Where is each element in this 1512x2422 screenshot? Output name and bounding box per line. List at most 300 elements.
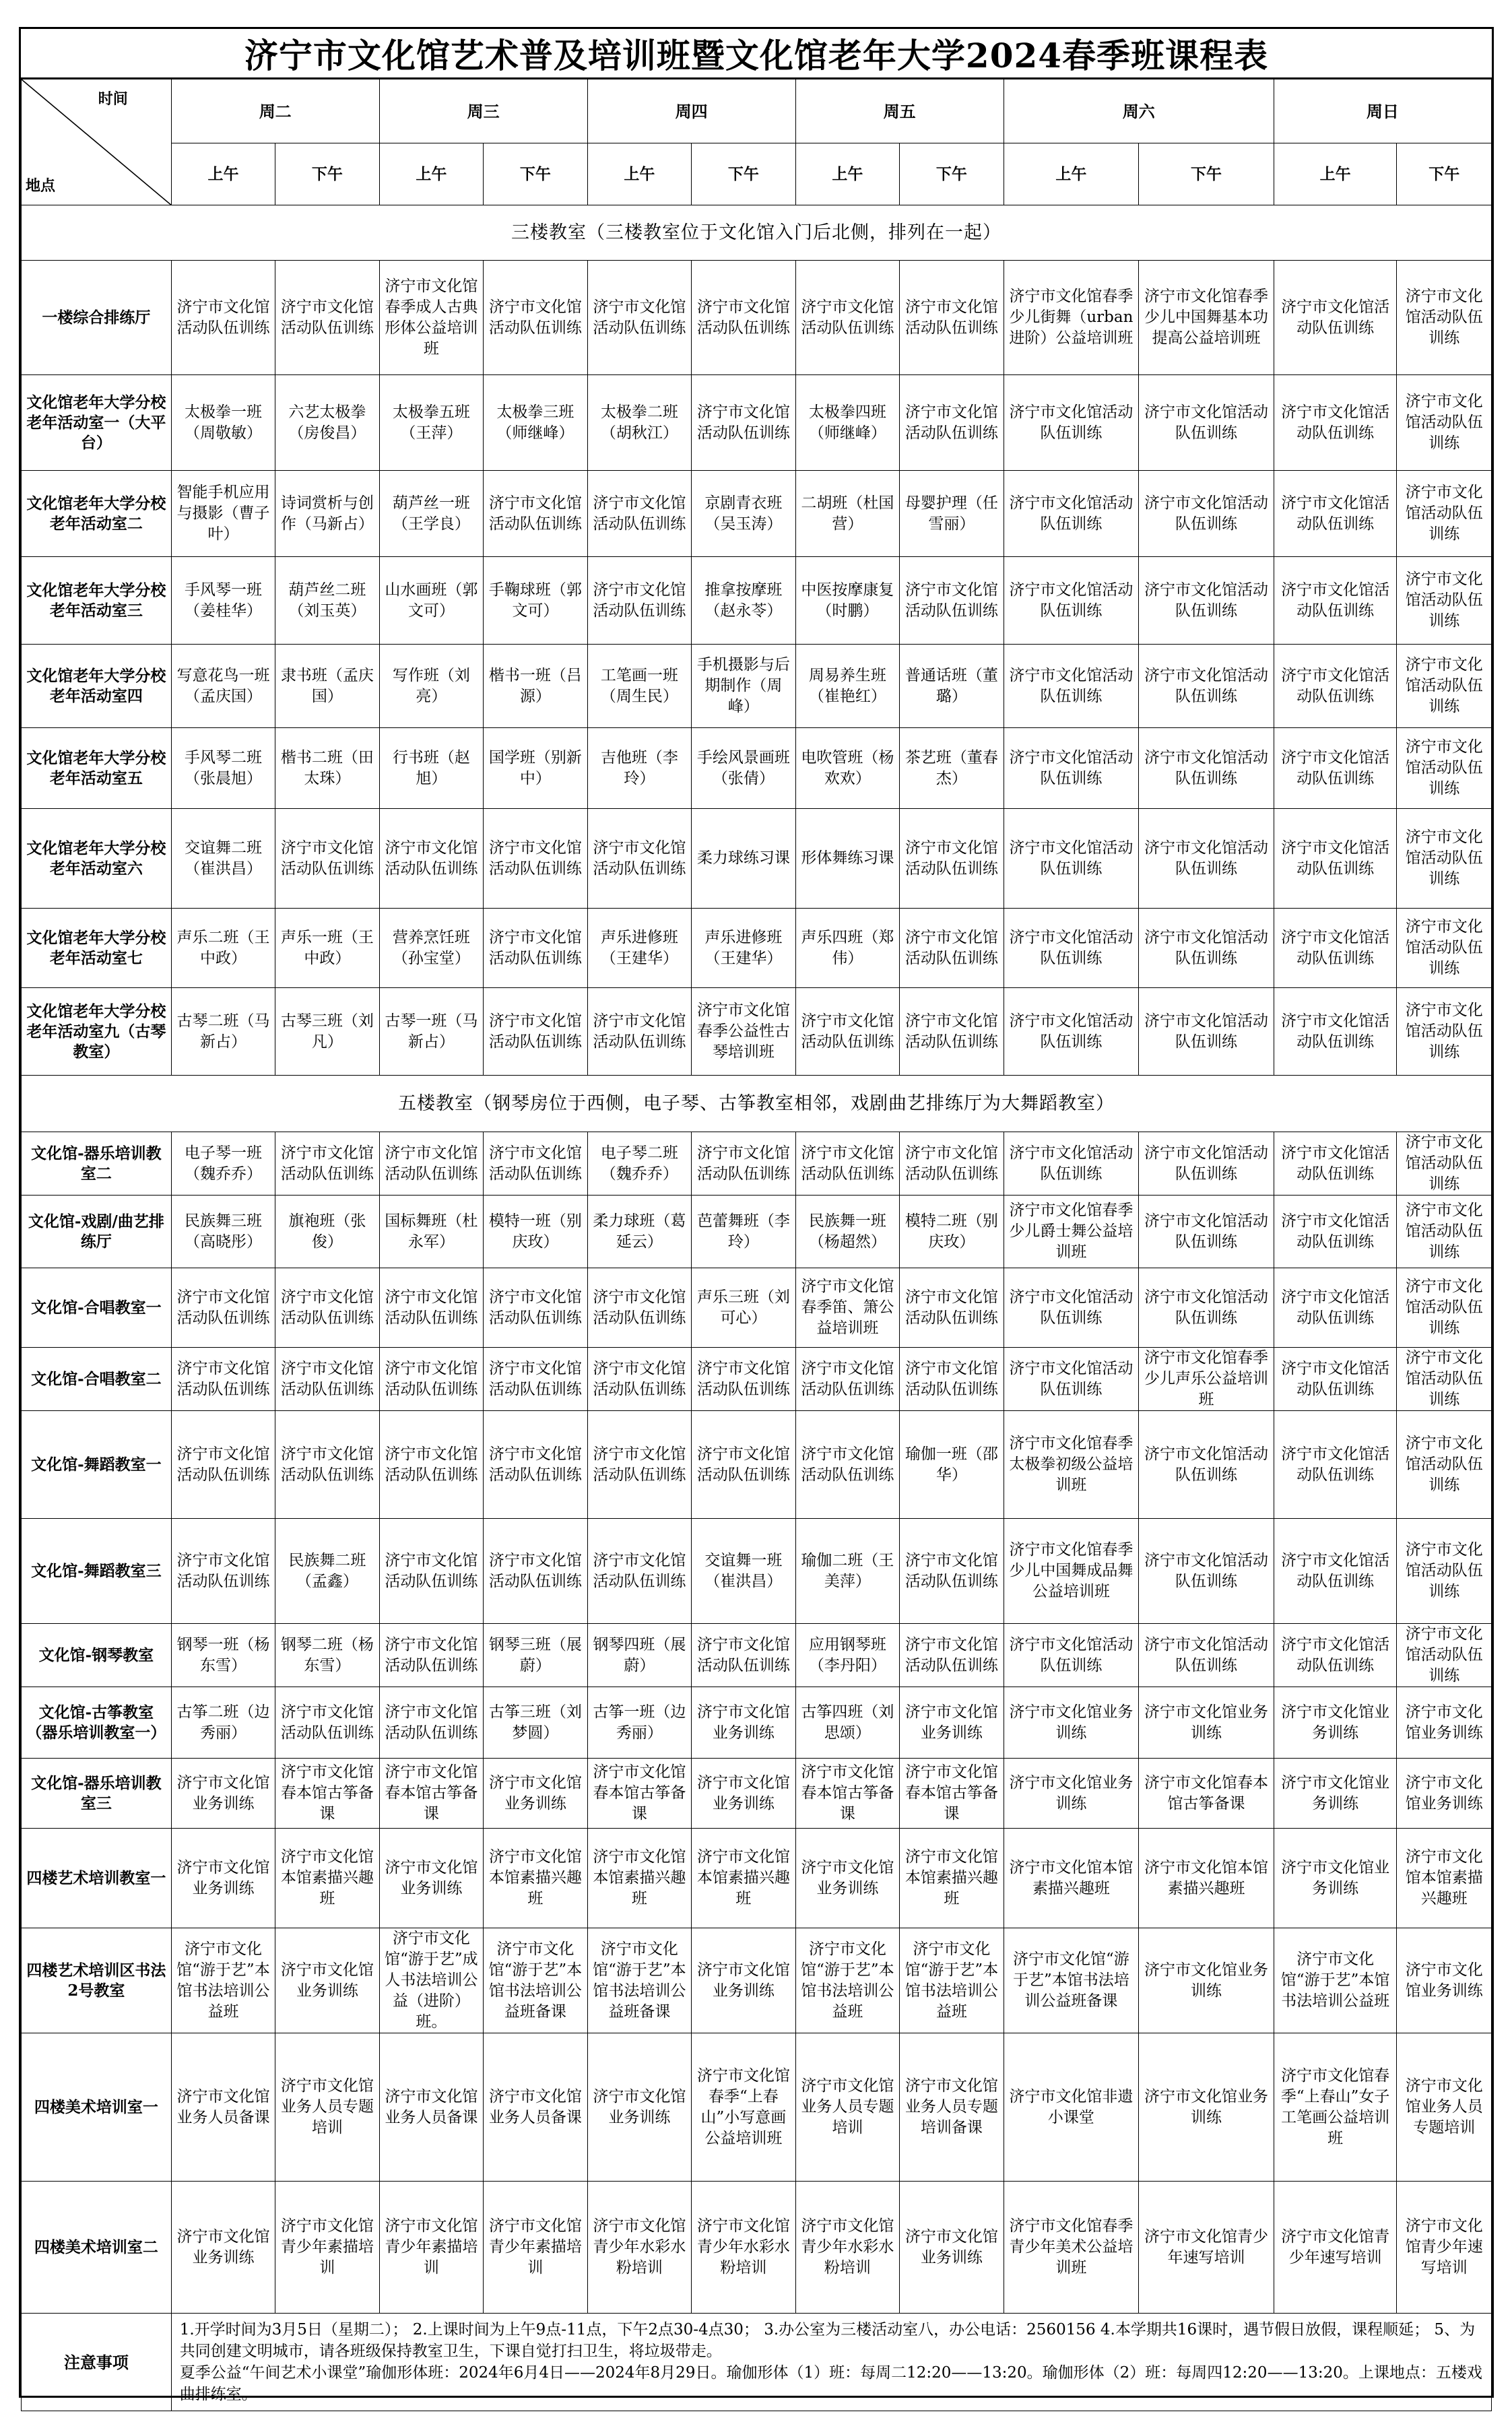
class-cell: 济宁市文化馆活动队伍训练 [900,1348,1004,1411]
notes-row [22,2314,1492,2411]
class-cell: 写作班（刘亮） [379,645,483,728]
class-cell: 济宁市文化馆活动队伍训练 [1004,471,1139,557]
class-cell: 二胡班（杜国营） [795,471,899,557]
table-row [22,1132,1492,1196]
class-cell: 济宁市文化馆业务人员专题培训 [795,2033,899,2182]
class-cell: 济宁市文化馆春本馆古筝备课 [587,1759,691,1829]
class-cell: 济宁市文化馆活动队伍训练 [1397,1196,1492,1268]
class-cell: 太极拳三班（师继峰） [484,375,587,471]
room-name: 文化馆-舞蹈教室一 [22,1411,172,1519]
class-cell: 声乐三班（刘可心） [692,1268,795,1348]
class-cell: 济宁市文化馆本馆素描兴趣班 [900,1829,1004,1928]
class-cell: 济宁市文化馆活动队伍训练 [900,988,1004,1076]
room-name: 文化馆老年大学分校老年活动室七 [22,909,172,988]
class-cell: 济宁市文化馆活动队伍训练 [484,1411,587,1519]
class-cell: 济宁市文化馆活动队伍训练 [587,1268,691,1348]
pm-header: 下午 [692,143,795,205]
room-name: 四楼艺术培训教室一 [22,1829,172,1928]
room-name: 文化馆-戏剧/曲艺排练厅 [22,1196,172,1268]
fifth-floor-rooms [22,1076,1492,2314]
class-cell: 吉他班（李玲） [587,728,691,809]
room-name: 一楼综合排练厅 [22,261,172,375]
corner-time-label: 时间 [98,90,128,108]
class-cell: 济宁市文化馆活动队伍训练 [379,1132,483,1196]
class-cell: 济宁市文化馆活动队伍训练 [795,261,899,375]
am-header: 上午 [1004,143,1139,205]
class-cell: 济宁市文化馆业务人员备课 [171,2033,275,2182]
class-cell: 济宁市文化馆活动队伍训练 [275,1268,379,1348]
class-cell: 济宁市文化馆活动队伍训练 [1397,645,1492,728]
table-row [22,988,1492,1076]
class-cell: 诗词赏析与创作（马新占） [275,471,379,557]
class-cell: 济宁市文化馆活动队伍训练 [1274,261,1397,375]
room-name: 文化馆老年大学分校老年活动室九（古琴教室） [22,988,172,1076]
class-cell: 济宁市文化馆活动队伍训练 [1139,809,1274,909]
class-cell: 古琴三班（刘凡） [275,988,379,1076]
class-cell: 柔力球练习课 [692,809,795,909]
class-cell: 太极拳四班（师继峰） [795,375,899,471]
class-cell: 手机摄影与后期制作（周峰） [692,645,795,728]
class-cell: 茶艺班（董春杰） [900,728,1004,809]
class-cell: 济宁市文化馆春本馆古筝备课 [379,1759,483,1829]
room-name: 文化馆-器乐培训教室二 [22,1132,172,1196]
class-cell: 济宁市文化馆“游于艺”本馆书法培训公益班备课 [587,1928,691,2033]
class-cell: 济宁市文化馆活动队伍训练 [900,375,1004,471]
table-row [22,1687,1492,1759]
class-cell: 济宁市文化馆活动队伍训练 [1397,728,1492,809]
class-cell: 济宁市文化馆“游于艺”本馆书法培训公益班 [171,1928,275,2033]
class-cell: 济宁市文化馆业务训练 [900,1687,1004,1759]
class-cell: 济宁市文化馆业务训练 [171,1829,275,1928]
class-cell: 济宁市文化馆业务训练 [692,1687,795,1759]
class-cell: 济宁市文化馆春季“上春山”女子工笔画公益培训班 [1274,2033,1397,2182]
class-cell: 太极拳一班（周敬敏） [171,375,275,471]
am-header: 上午 [171,143,275,205]
class-cell: 手风琴二班（张晨旭） [171,728,275,809]
class-cell: 济宁市文化馆活动队伍训练 [692,261,795,375]
table-row [22,1829,1492,1928]
room-name: 文化馆老年大学分校老年活动室六 [22,809,172,909]
class-cell: 济宁市文化馆业务训练 [1139,1687,1274,1759]
class-cell: 济宁市文化馆活动队伍训练 [1274,1624,1397,1687]
half-day-header-row [22,143,1492,205]
class-cell: 济宁市文化馆业务训练 [1274,1829,1397,1928]
class-cell: 济宁市文化馆业务人员备课 [379,2033,483,2182]
class-cell: 济宁市文化馆本馆素描兴趣班 [587,1829,691,1928]
class-cell: 济宁市文化馆活动队伍训练 [1139,471,1274,557]
class-cell: 济宁市文化馆春季青少年美术公益培训班 [1004,2182,1139,2314]
class-cell: 瑜伽一班（邵华） [900,1411,1004,1519]
class-cell: 工笔画一班（周生民） [587,645,691,728]
class-cell: 济宁市文化馆活动队伍训练 [1274,1196,1397,1268]
table-row [22,909,1492,988]
class-cell: 钢琴四班（展蔚） [587,1624,691,1687]
room-name: 四楼艺术培训区书法2号教室 [22,1928,172,2033]
class-cell: 济宁市文化馆春季太极拳初级公益培训班 [1004,1411,1139,1519]
class-cell: 济宁市文化馆春季笛、箫公益培训班 [795,1268,899,1348]
class-cell: 葫芦丝一班（王学良） [379,471,483,557]
class-cell: 声乐进修班（王建华） [692,909,795,988]
class-cell: 手鞠球班（郭文可） [484,557,587,645]
class-cell: 济宁市文化馆活动队伍训练 [587,809,691,909]
class-cell: 六艺太极拳（房俊昌） [275,375,379,471]
class-cell: 济宁市文化馆业务训练 [275,1928,379,2033]
section-title: 三楼教室（三楼教室位于文化馆入门后北侧，排列在一起） [22,205,1492,261]
class-cell: 济宁市文化馆业务训练 [692,1759,795,1829]
class-cell: 济宁市文化馆活动队伍训练 [1139,1196,1274,1268]
class-cell: 古筝三班（刘梦圆） [484,1687,587,1759]
class-cell: 济宁市文化馆活动队伍训练 [171,1268,275,1348]
class-cell: 济宁市文化馆活动队伍训练 [484,471,587,557]
class-cell: 济宁市文化馆活动队伍训练 [1274,375,1397,471]
class-cell: 隶书班（孟庆国） [275,645,379,728]
class-cell: 济宁市文化馆活动队伍训练 [484,988,587,1076]
class-cell: 济宁市文化馆活动队伍训练 [1274,645,1397,728]
schedule-sheet [19,27,1494,2403]
class-cell: 济宁市文化馆活动队伍训练 [795,1348,899,1411]
class-cell: 济宁市文化馆活动队伍训练 [795,1132,899,1196]
section-title: 五楼教室（钢琴房位于西侧，电子琴、古筝教室相邻，戏剧曲艺排练厅为大舞蹈教室） [22,1076,1492,1132]
class-cell: 济宁市文化馆活动队伍训练 [1004,809,1139,909]
class-cell: 行书班（赵旭） [379,728,483,809]
class-cell: 济宁市文化馆活动队伍训练 [1139,1624,1274,1687]
table-row [22,1411,1492,1519]
class-cell: 济宁市文化馆活动队伍训练 [1004,1348,1139,1411]
class-cell: 葫芦丝二班（刘玉英） [275,557,379,645]
class-cell: 济宁市文化馆活动队伍训练 [379,1348,483,1411]
class-cell: 济宁市文化馆活动队伍训练 [484,809,587,909]
class-cell: 济宁市文化馆活动队伍训练 [692,1348,795,1411]
class-cell: 钢琴三班（展蔚） [484,1624,587,1687]
table-row [22,1348,1492,1411]
class-cell: 济宁市文化馆春季成人古典形体公益培训班 [379,261,483,375]
class-cell: 济宁市文化馆业务训练 [795,1829,899,1928]
class-cell: 济宁市文化馆活动队伍训练 [275,261,379,375]
class-cell: 周易养生班（崔艳红） [795,645,899,728]
class-cell: 济宁市文化馆业务训练 [1274,1759,1397,1829]
section-row [22,205,1492,261]
am-header: 上午 [1274,143,1397,205]
class-cell: 济宁市文化馆青少年水彩水粉培训 [587,2182,691,2314]
class-cell: 济宁市文化馆活动队伍训练 [1274,728,1397,809]
class-cell: 济宁市文化馆活动队伍训练 [587,1411,691,1519]
class-cell: 楷书二班（田太珠） [275,728,379,809]
table-row [22,2182,1492,2314]
class-cell: 钢琴一班（杨东雪） [171,1624,275,1687]
class-cell: 济宁市文化馆活动队伍训练 [1139,645,1274,728]
class-cell: 济宁市文化馆春本馆古筝备课 [900,1759,1004,1829]
table-row [22,645,1492,728]
class-cell: 济宁市文化馆活动队伍训练 [587,261,691,375]
pm-header: 下午 [1397,143,1492,205]
pm-header: 下午 [1139,143,1274,205]
class-cell: 古筝二班（边秀丽） [171,1687,275,1759]
class-cell: 交谊舞二班（崔洪昌） [171,809,275,909]
class-cell: 济宁市文化馆活动队伍训练 [171,1348,275,1411]
class-cell: 济宁市文化馆业务训练 [1139,1928,1274,2033]
class-cell: 济宁市文化馆青少年速写培训 [1139,2182,1274,2314]
class-cell: 京剧青衣班（吴玉涛） [692,471,795,557]
class-cell: 瑜伽二班（王美萍） [795,1519,899,1624]
class-cell: 济宁市文化馆青少年素描培训 [484,2182,587,2314]
class-cell: 济宁市文化馆活动队伍训练 [1397,471,1492,557]
class-cell: 济宁市文化馆活动队伍训练 [1004,1268,1139,1348]
class-cell: 济宁市文化馆活动队伍训练 [900,1268,1004,1348]
table-row [22,1759,1492,1829]
class-cell: 应用钢琴班（李丹阳） [795,1624,899,1687]
class-cell: 济宁市文化馆活动队伍训练 [484,261,587,375]
class-cell: 济宁市文化馆活动队伍训练 [1004,375,1139,471]
class-cell: 济宁市文化馆活动队伍训练 [692,375,795,471]
class-cell: 济宁市文化馆活动队伍训练 [1397,1348,1492,1411]
table-row [22,375,1492,471]
day-header: 周四 [587,79,795,143]
class-cell: 济宁市文化馆活动队伍训练 [900,1519,1004,1624]
class-cell: 济宁市文化馆活动队伍训练 [587,471,691,557]
class-cell: 济宁市文化馆活动队伍训练 [1004,1132,1139,1196]
class-cell: 国学班（别新中） [484,728,587,809]
class-cell: 济宁市文化馆活动队伍训练 [379,1519,483,1624]
table-row [22,1268,1492,1348]
class-cell: 济宁市文化馆“游于艺”本馆书法培训公益班 [795,1928,899,2033]
am-header: 上午 [379,143,483,205]
class-cell: 太极拳二班（胡秋江） [587,375,691,471]
class-cell: 济宁市文化馆活动队伍训练 [587,1519,691,1624]
class-cell: 济宁市文化馆“游于艺”本馆书法培训公益班 [1274,1928,1397,2033]
class-cell: 济宁市文化馆活动队伍训练 [900,1624,1004,1687]
class-cell: 民族舞二班（孟鑫） [275,1519,379,1624]
class-cell: 济宁市文化馆活动队伍训练 [1004,728,1139,809]
class-cell: 济宁市文化馆活动队伍训练 [692,1624,795,1687]
class-cell: 济宁市文化馆活动队伍训练 [692,1411,795,1519]
class-cell: 济宁市文化馆春季少儿街舞（urban进阶）公益培训班 [1004,261,1139,375]
room-name: 文化馆老年大学分校老年活动室二 [22,471,172,557]
class-cell: 济宁市文化馆业务训练 [484,1759,587,1829]
class-cell: 济宁市文化馆活动队伍训练 [379,1268,483,1348]
room-name: 文化馆-合唱教室一 [22,1268,172,1348]
day-header: 周五 [795,79,1004,143]
class-cell: 济宁市文化馆活动队伍训练 [1397,1519,1492,1624]
table-row [22,557,1492,645]
class-cell: 济宁市文化馆活动队伍训练 [1274,1348,1397,1411]
class-cell: 济宁市文化馆活动队伍训练 [379,1411,483,1519]
class-cell: 济宁市文化馆青少年素描培训 [275,2182,379,2314]
class-cell: 钢琴二班（杨东雪） [275,1624,379,1687]
class-cell: 济宁市文化馆活动队伍训练 [587,557,691,645]
class-cell: 济宁市文化馆活动队伍训练 [1139,728,1274,809]
class-cell: 济宁市文化馆活动队伍训练 [1397,261,1492,375]
class-cell: 济宁市文化馆活动队伍训练 [275,1348,379,1411]
class-cell: 济宁市文化馆活动队伍训练 [1274,809,1397,909]
class-cell: 济宁市文化馆活动队伍训练 [1397,1624,1492,1687]
class-cell: 古琴二班（马新占） [171,988,275,1076]
class-cell: 济宁市文化馆活动队伍训练 [171,1411,275,1519]
class-cell: 济宁市文化馆本馆素描兴趣班 [484,1829,587,1928]
room-name: 文化馆-舞蹈教室三 [22,1519,172,1624]
room-name: 文化馆-古筝教室（器乐培训教室一） [22,1687,172,1759]
class-cell: 济宁市文化馆活动队伍训练 [1139,1132,1274,1196]
class-cell: 声乐四班（郑伟） [795,909,899,988]
class-cell: 济宁市文化馆活动队伍训练 [275,1132,379,1196]
class-cell: 济宁市文化馆青少年素描培训 [379,2182,483,2314]
class-cell: 济宁市文化馆青少年速写培训 [1397,2182,1492,2314]
section-row [22,1076,1492,1132]
page-title: 济宁市文化馆艺术普及培训班暨文化馆老年大学2024春季班课程表 [21,29,1492,79]
am-header: 上午 [587,143,691,205]
day-header: 周二 [171,79,379,143]
room-name: 文化馆老年大学分校老年活动室五 [22,728,172,809]
room-name: 四楼美术培训室一 [22,2033,172,2182]
class-cell: 济宁市文化馆活动队伍训练 [484,1268,587,1348]
class-cell: 普通话班（董璐） [900,645,1004,728]
class-cell: 济宁市文化馆春季少儿声乐公益培训班 [1139,1348,1274,1411]
class-cell: 山水画班（郭文可） [379,557,483,645]
class-cell: 济宁市文化馆活动队伍训练 [1004,557,1139,645]
class-cell: 济宁市文化馆活动队伍训练 [1397,809,1492,909]
class-cell: 济宁市文化馆业务训练 [1397,1687,1492,1759]
corner-header [22,79,172,205]
class-cell: 济宁市文化馆活动队伍训练 [587,988,691,1076]
class-cell: 济宁市文化馆“游于艺”本馆书法培训公益班备课 [1004,1928,1139,2033]
class-cell: 济宁市文化馆本馆素描兴趣班 [1139,1829,1274,1928]
class-cell: 写意花鸟一班（孟庆国） [171,645,275,728]
class-cell: 济宁市文化馆活动队伍训练 [1274,1132,1397,1196]
class-cell: 济宁市文化馆活动队伍训练 [1274,988,1397,1076]
corner-location-label: 地点 [26,177,56,195]
class-cell: 济宁市文化馆活动队伍训练 [1274,557,1397,645]
class-cell: 济宁市文化馆业务训练 [692,1928,795,2033]
class-cell: 交谊舞一班（崔洪昌） [692,1519,795,1624]
room-name: 文化馆-钢琴教室 [22,1624,172,1687]
class-cell: 济宁市文化馆“游于艺”本馆书法培训公益班备课 [484,1928,587,2033]
class-cell: 济宁市文化馆活动队伍训练 [1139,1519,1274,1624]
table-row [22,728,1492,809]
class-cell: 济宁市文化馆春季“上春山”小写意画公益培训班 [692,2033,795,2182]
day-header-row [22,79,1492,143]
pm-header: 下午 [900,143,1004,205]
class-cell: 济宁市文化馆活动队伍训练 [379,809,483,909]
class-cell: 电子琴二班（魏乔乔） [587,1132,691,1196]
class-cell: 济宁市文化馆活动队伍训练 [275,809,379,909]
class-cell: 济宁市文化馆活动队伍训练 [1139,557,1274,645]
class-cell: 济宁市文化馆活动队伍训练 [275,1411,379,1519]
class-cell: 楷书一班（吕源） [484,645,587,728]
class-cell: 济宁市文化馆春本馆古筝备课 [275,1759,379,1829]
class-cell: 智能手机应用与摄影（曹子叶） [171,471,275,557]
class-cell: 芭蕾舞班（李玲） [692,1196,795,1268]
class-cell: 手绘风景画班（张倩） [692,728,795,809]
class-cell: 济宁市文化馆活动队伍训练 [1274,1411,1397,1519]
table-row [22,1519,1492,1624]
class-cell: 济宁市文化馆活动队伍训练 [1004,645,1139,728]
room-name: 四楼美术培训室二 [22,2182,172,2314]
third-floor-rooms [22,205,1492,1076]
class-cell: 济宁市文化馆活动队伍训练 [1397,1132,1492,1196]
day-header: 周六 [1004,79,1274,143]
class-cell: 济宁市文化馆活动队伍训练 [1274,1519,1397,1624]
notes-line: 1.开学时间为3月5日（星期二）； 2.上课时间为上午9点-11点，下午2点30-4点30； 3.办公室为三楼活动室八，办公电话：2560156 4.本学期共16课时，遇节假日放假，课程顺延； 5、为共同创建文明城市，请各班级保持教室卫生，下课自觉打扫卫生，将垃圾带走。 [179,2321,1476,2360]
notes-line: 夏季公益“午间艺术小课堂”瑜伽形体班：2024年6月4日——2024年8月29日。瑜伽形体（1）班：每周二12:20——13:20。瑜伽形体（2）班：每周四12:20——13:20。上课地点：五楼戏曲排练室。 [179,2364,1482,2403]
class-cell: 济宁市文化馆活动队伍训练 [1397,988,1492,1076]
schedule-table [21,79,1492,2411]
class-cell: 济宁市文化馆业务训练 [587,2033,691,2182]
class-cell: 济宁市文化馆业务训练 [900,2182,1004,2314]
room-name: 文化馆老年大学分校老年活动室三 [22,557,172,645]
class-cell: 济宁市文化馆业务人员专题培训备课 [900,2033,1004,2182]
class-cell: 民族舞三班（高晓彤） [171,1196,275,1268]
class-cell: 声乐进修班（王建华） [587,909,691,988]
class-cell: 济宁市文化馆活动队伍训练 [900,557,1004,645]
class-cell: 济宁市文化馆活动队伍训练 [1139,375,1274,471]
class-cell: 济宁市文化馆活动队伍训练 [795,1411,899,1519]
class-cell: 声乐一班（王中政） [275,909,379,988]
class-cell: 济宁市文化馆活动队伍训练 [1139,1411,1274,1519]
class-cell: 济宁市文化馆青少年水彩水粉培训 [795,2182,899,2314]
class-cell: 济宁市文化馆业务训练 [1139,2033,1274,2182]
class-cell: 济宁市文化馆本馆素描兴趣班 [275,1829,379,1928]
class-cell: 济宁市文化馆业务人员备课 [484,2033,587,2182]
class-cell: 济宁市文化馆活动队伍训练 [900,909,1004,988]
class-cell: 济宁市文化馆业务训练 [171,2182,275,2314]
table-row [22,471,1492,557]
class-cell: 济宁市文化馆春本馆古筝备课 [1139,1759,1274,1829]
pm-header: 下午 [484,143,587,205]
class-cell: 济宁市文化馆活动队伍训练 [692,1132,795,1196]
notes-label: 注意事项 [22,2314,172,2411]
day-header: 周日 [1274,79,1491,143]
class-cell: 形体舞练习课 [795,809,899,909]
class-cell: 济宁市文化馆非遗小课堂 [1004,2033,1139,2182]
class-cell: 济宁市文化馆活动队伍训练 [484,1132,587,1196]
class-cell: 电吹管班（杨欢欢） [795,728,899,809]
class-cell: 古筝四班（刘思颂） [795,1687,899,1759]
class-cell: 济宁市文化馆“游于艺”本馆书法培训公益班 [900,1928,1004,2033]
class-cell: 济宁市文化馆活动队伍训练 [900,261,1004,375]
class-cell: 济宁市文化馆活动队伍训练 [1004,909,1139,988]
class-cell: 推拿按摩班（赵永苓） [692,557,795,645]
class-cell: 中医按摩康复（时鹏） [795,557,899,645]
class-cell: 济宁市文化馆业务训练 [171,1759,275,1829]
class-cell: 古筝一班（边秀丽） [587,1687,691,1759]
class-cell: 济宁市文化馆业务人员专题培训 [275,2033,379,2182]
room-name: 文化馆老年大学分校老年活动室一（大平台） [22,375,172,471]
class-cell: 太极拳五班（王萍） [379,375,483,471]
class-cell: 济宁市文化馆活动队伍训练 [171,261,275,375]
table-row [22,1624,1492,1687]
class-cell: 母婴护理（任雪丽） [900,471,1004,557]
class-cell: 济宁市文化馆业务训练 [1274,1687,1397,1759]
class-cell: 济宁市文化馆活动队伍训练 [1139,988,1274,1076]
class-cell: 模特二班（别庆玫） [900,1196,1004,1268]
class-cell: 济宁市文化馆“游于艺”成人书法培训公益（进阶）班。 [379,1928,483,2033]
room-name: 文化馆-器乐培训教室三 [22,1759,172,1829]
class-cell: 济宁市文化馆活动队伍训练 [1397,909,1492,988]
table-row [22,1196,1492,1268]
class-cell: 济宁市文化馆活动队伍训练 [900,1132,1004,1196]
room-name: 文化馆老年大学分校老年活动室四 [22,645,172,728]
class-cell: 营养烹饪班（孙宝堂） [379,909,483,988]
class-cell: 济宁市文化馆活动队伍训练 [1139,1268,1274,1348]
room-name: 文化馆-合唱教室二 [22,1348,172,1411]
class-cell: 济宁市文化馆活动队伍训练 [1004,1624,1139,1687]
class-cell: 济宁市文化馆活动队伍训练 [1397,1411,1492,1519]
class-cell: 济宁市文化馆春本馆古筝备课 [795,1759,899,1829]
class-cell: 济宁市文化馆活动队伍训练 [1397,1268,1492,1348]
table-row [22,2033,1492,2182]
class-cell: 济宁市文化馆活动队伍训练 [587,1348,691,1411]
class-cell: 民族舞一班（杨超然） [795,1196,899,1268]
class-cell: 柔力球班（葛延云） [587,1196,691,1268]
